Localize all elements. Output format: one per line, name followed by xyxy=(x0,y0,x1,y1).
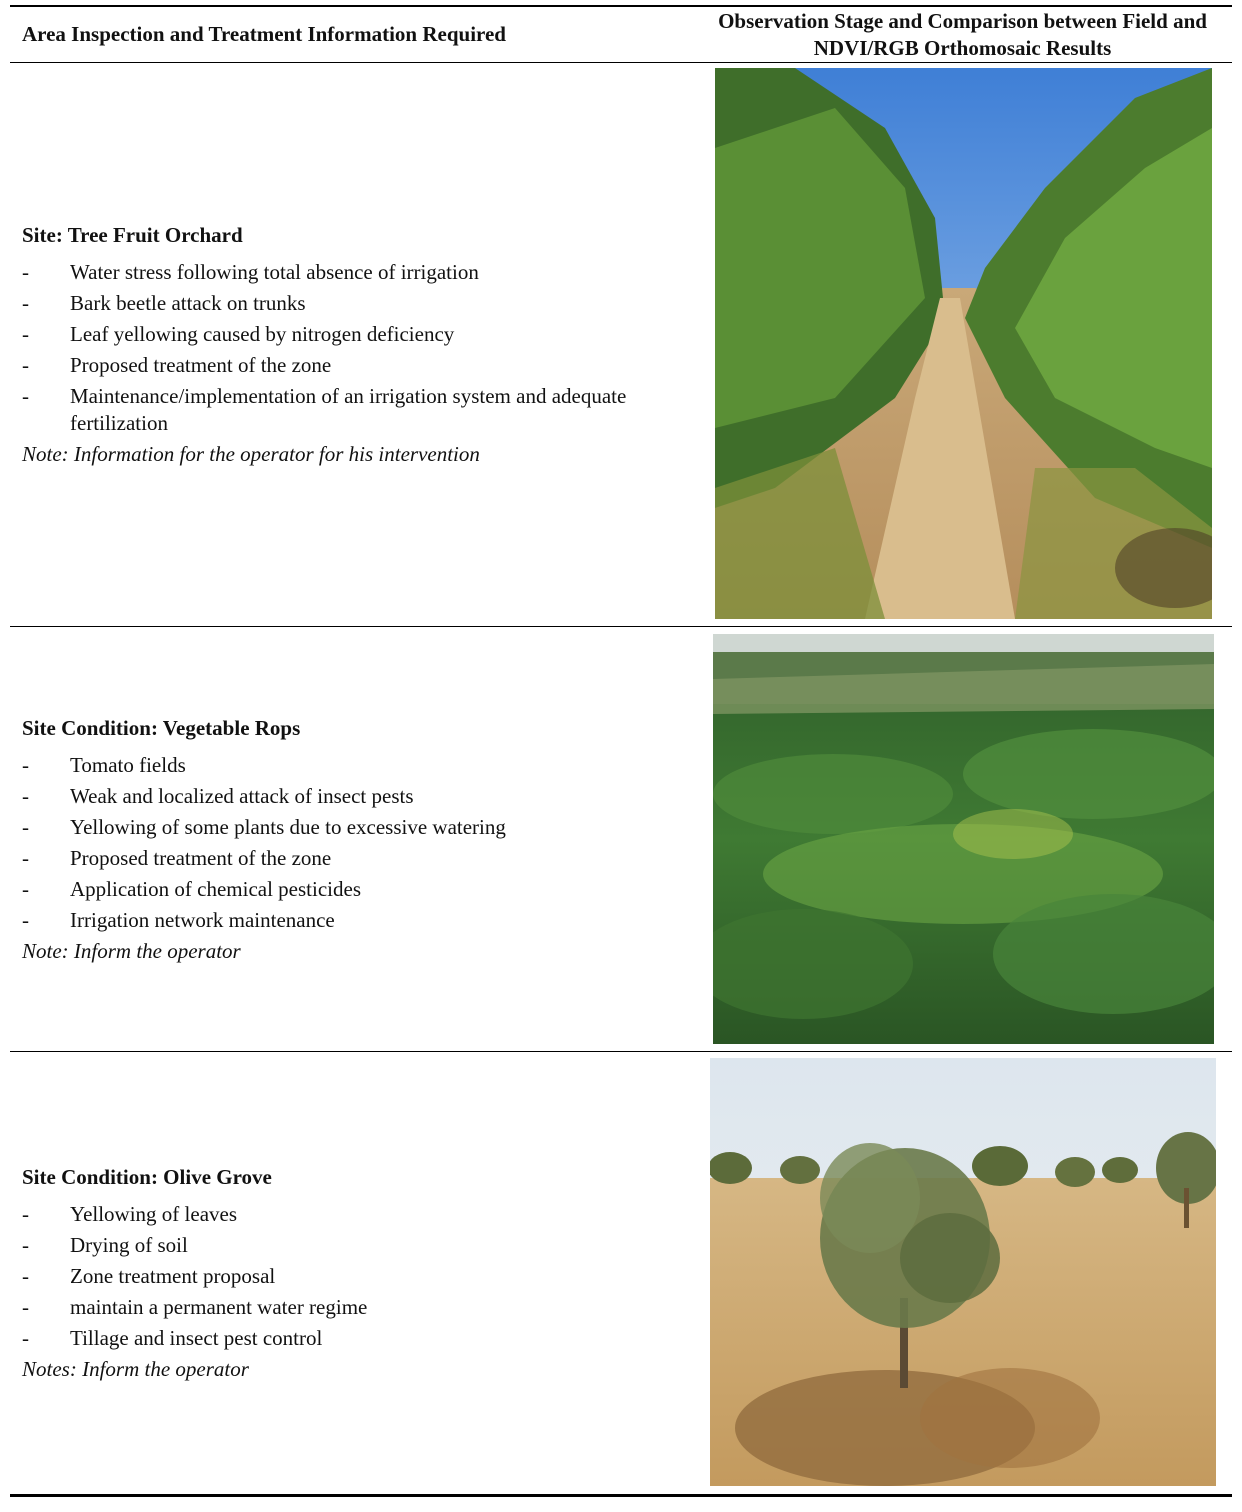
dash-bullet: - xyxy=(22,846,29,870)
list-item xyxy=(22,752,692,779)
site-block-orchard xyxy=(22,222,692,468)
dash-bullet: - xyxy=(22,1233,29,1257)
site-note: Notes: Inform the operator xyxy=(22,1357,249,1381)
item-text: Tillage and insect pest control xyxy=(70,1326,323,1350)
table-top-rule xyxy=(10,5,1232,7)
list-item xyxy=(22,352,692,379)
dash-bullet: - xyxy=(22,908,29,932)
dash-bullet: - xyxy=(22,353,29,377)
list-item xyxy=(22,1325,692,1352)
item-text: Yellowing of some plants due to excessive watering xyxy=(70,815,506,839)
site-block-olive-grove xyxy=(22,1164,692,1383)
list-item xyxy=(22,814,692,841)
item-text: Yellowing of leaves xyxy=(70,1202,238,1226)
dash-bullet: - xyxy=(22,1326,29,1350)
row-divider-2 xyxy=(10,1051,1232,1052)
dash-bullet: - xyxy=(22,753,29,777)
site-title: Site Condition: Olive Grove xyxy=(22,1165,272,1189)
item-text: Weak and localized attack of insect pests xyxy=(70,784,414,808)
list-item xyxy=(22,1294,692,1321)
item-text: Leaf yellowing caused by nitrogen deficiency xyxy=(70,322,455,346)
olive-grove-photo xyxy=(710,1058,1216,1486)
item-text: maintain a permanent water regime xyxy=(70,1295,368,1319)
item-text: Water stress following total absence of irrigation xyxy=(70,260,479,284)
item-text: Bark beetle attack on trunks xyxy=(70,291,306,315)
column-header-left: Area Inspection and Treatment Information Required xyxy=(22,22,506,46)
dash-bullet: - xyxy=(22,291,29,315)
list-item xyxy=(22,290,692,317)
site-title: Site: Tree Fruit Orchard xyxy=(22,223,243,247)
list-item xyxy=(22,907,692,934)
row-divider-1 xyxy=(10,626,1232,627)
site-note: Note: Information for the operator for his intervention xyxy=(22,442,480,466)
item-text: Drying of soil xyxy=(70,1233,188,1257)
list-item xyxy=(22,876,692,903)
header-bottom-rule xyxy=(10,62,1232,63)
item-text: Tomato fields xyxy=(70,753,186,777)
list-item xyxy=(22,321,692,348)
item-text: Irrigation network maintenance xyxy=(70,908,335,932)
item-text: Proposed treatment of the zone xyxy=(70,353,332,377)
site-note: Note: Inform the operator xyxy=(22,939,241,963)
site-item-list xyxy=(22,752,692,934)
list-item xyxy=(22,845,692,872)
site-title: Site Condition: Vegetable Rops xyxy=(22,716,301,740)
site-item-list xyxy=(22,1201,692,1352)
dash-bullet: - xyxy=(22,784,29,808)
dash-bullet: - xyxy=(22,1295,29,1319)
list-item xyxy=(22,783,692,810)
list-item xyxy=(22,1232,692,1259)
site-block-vegetables xyxy=(22,715,692,965)
item-text: Maintenance/implementation of an irrigation system and adequate fertilization xyxy=(70,384,627,435)
dash-bullet: - xyxy=(22,1264,29,1288)
list-item xyxy=(22,1201,692,1228)
dash-bullet: - xyxy=(22,1202,29,1226)
dash-bullet: - xyxy=(22,815,29,839)
list-item xyxy=(22,259,692,286)
dash-bullet: - xyxy=(22,322,29,346)
item-text: Proposed treatment of the zone xyxy=(70,846,332,870)
item-text: Zone treatment proposal xyxy=(70,1264,276,1288)
site-item-list xyxy=(22,259,692,437)
list-item xyxy=(22,383,692,437)
dash-bullet: - xyxy=(22,260,29,284)
column-header-right: Observation Stage and Comparison between Field and NDVI/RGB Orthomosaic Results xyxy=(718,9,1207,60)
dash-bullet: - xyxy=(22,384,29,408)
list-item xyxy=(22,1263,692,1290)
table-bottom-rule xyxy=(10,1494,1232,1497)
item-text: Application of chemical pesticides xyxy=(70,877,361,901)
dash-bullet: - xyxy=(22,877,29,901)
vegetable-field-photo xyxy=(713,634,1214,1044)
orchard-photo xyxy=(715,68,1212,619)
